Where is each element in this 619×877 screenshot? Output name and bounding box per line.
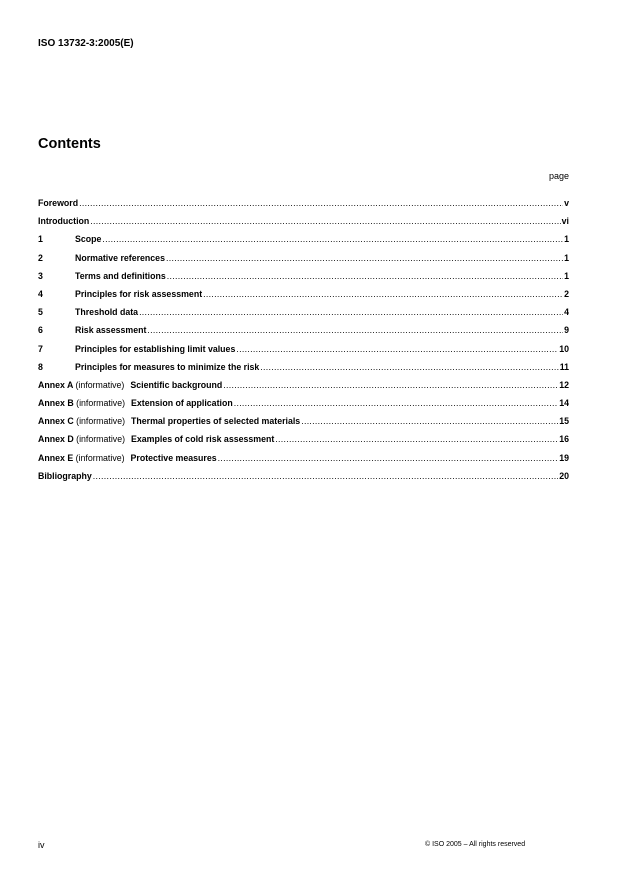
- toc-entry[interactable]: [38, 307, 569, 325]
- toc-dot-leader: [93, 471, 558, 481]
- toc-entry-title: Threshold data: [75, 307, 139, 318]
- toc-annex-designation: [38, 434, 125, 444]
- toc-annex-informative: (informative): [76, 434, 126, 445]
- toc-annex-informative: (informative): [75, 452, 125, 463]
- toc-dot-leader: [236, 344, 558, 354]
- toc-clause-number: 4: [38, 288, 43, 299]
- toc-dot-leader: [166, 253, 563, 263]
- toc-page-number: 2: [564, 288, 569, 299]
- toc-entry-title: Normative references: [75, 252, 165, 263]
- toc-dot-leader: [139, 307, 563, 317]
- toc-page-number: v: [564, 198, 569, 208]
- toc-clause-number: 6: [38, 325, 43, 336]
- toc-page-number: 14: [559, 398, 569, 409]
- toc-entry-title: Extension of application: [131, 398, 233, 409]
- toc-page-number: vi: [561, 216, 569, 227]
- toc-annex-label: Annex E: [38, 452, 74, 463]
- toc-page-number: 11: [559, 361, 569, 372]
- toc-entry[interactable]: [38, 216, 569, 234]
- toc-entry[interactable]: [38, 362, 569, 380]
- toc-entry[interactable]: [38, 416, 569, 434]
- document-header: ISO 13732-3:2005(E): [38, 38, 134, 49]
- toc-page-number: 4: [564, 307, 569, 318]
- toc-page-number: 1: [564, 270, 569, 281]
- toc-entry[interactable]: [38, 271, 569, 289]
- toc-dot-leader: [147, 325, 563, 335]
- toc-clause-number: 1: [38, 234, 43, 245]
- toc-page-number: 10: [559, 343, 569, 354]
- toc-clause-number: 3: [38, 270, 43, 281]
- toc-page-number: 9: [564, 325, 569, 336]
- toc-annex-label: Annex C: [38, 416, 74, 427]
- toc-entry[interactable]: [38, 434, 569, 452]
- toc-entry-title: Scientific background: [130, 379, 223, 390]
- toc-dot-leader: [275, 434, 558, 444]
- toc-annex-label: Annex A: [38, 379, 74, 390]
- toc-dot-leader: [167, 271, 563, 281]
- footer-page-number: iv: [38, 840, 45, 850]
- toc-clause-number: 8: [38, 361, 43, 372]
- toc-annex-informative: (informative): [75, 379, 125, 390]
- page-title: Contents: [38, 136, 101, 152]
- toc-page-number: 16: [559, 434, 569, 445]
- toc-annex-informative: (informative): [76, 398, 126, 409]
- toc-entry[interactable]: [38, 398, 569, 416]
- toc-entry-title: Examples of cold risk assessment: [131, 434, 275, 445]
- toc-entry[interactable]: [38, 289, 569, 307]
- toc-entry[interactable]: [38, 198, 569, 216]
- toc-page-number: 1: [564, 234, 569, 245]
- toc-entry-title: Foreword: [38, 198, 79, 208]
- toc-entry[interactable]: [38, 471, 569, 489]
- toc-entry[interactable]: [38, 380, 569, 398]
- toc-page-number: 19: [559, 452, 569, 463]
- toc-clause-number: 5: [38, 307, 43, 318]
- toc-annex-informative: (informative): [76, 416, 126, 427]
- toc-entry[interactable]: [38, 325, 569, 343]
- toc-dot-leader: [79, 198, 563, 208]
- toc-dot-leader: [203, 289, 563, 299]
- toc-entry-title: Protective measures: [130, 452, 217, 463]
- toc-annex-designation: [38, 380, 124, 390]
- toc-dot-leader: [102, 234, 563, 244]
- toc-clause-number: 7: [38, 343, 43, 354]
- toc-page-number: 20: [559, 470, 569, 481]
- toc-page-number: 15: [559, 416, 569, 427]
- toc-entry[interactable]: [38, 453, 569, 471]
- toc-entry-title: Principles for measures to minimize the risk: [75, 361, 260, 372]
- footer-copyright: © ISO 2005 – All rights reserved: [425, 841, 526, 848]
- toc-entry-title: Terms and definitions: [75, 270, 166, 281]
- toc-page-number: 1: [564, 252, 569, 263]
- table-of-contents: [38, 198, 569, 489]
- toc-dot-leader: [223, 380, 558, 390]
- toc-entry[interactable]: [38, 234, 569, 252]
- toc-entry-title: Bibliography: [38, 470, 92, 481]
- toc-clause-number: 2: [38, 252, 43, 263]
- toc-entry[interactable]: [38, 344, 569, 362]
- toc-annex-label: Annex B: [38, 398, 74, 409]
- toc-dot-leader: [260, 362, 558, 372]
- toc-entry-title: Thermal properties of selected materials: [131, 416, 301, 427]
- toc-entry-title: Principles for risk assessment: [75, 288, 203, 299]
- page-column-label: page: [548, 171, 569, 181]
- toc-entry-title: Principles for establishing limit values: [75, 343, 236, 354]
- toc-dot-leader: [301, 416, 558, 426]
- toc-annex-label: Annex D: [38, 434, 74, 445]
- toc-entry-title: Introduction: [38, 216, 90, 227]
- toc-annex-designation: [38, 416, 125, 426]
- toc-annex-designation: [38, 453, 125, 463]
- toc-page-number: 12: [559, 379, 569, 390]
- toc-dot-leader: [234, 398, 559, 408]
- toc-entry-title: Risk assessment: [75, 325, 147, 336]
- toc-annex-designation: [38, 398, 125, 408]
- toc-entry[interactable]: [38, 253, 569, 271]
- toc-dot-leader: [90, 216, 560, 226]
- toc-entry-title: Scope: [75, 234, 102, 245]
- toc-dot-leader: [218, 453, 559, 463]
